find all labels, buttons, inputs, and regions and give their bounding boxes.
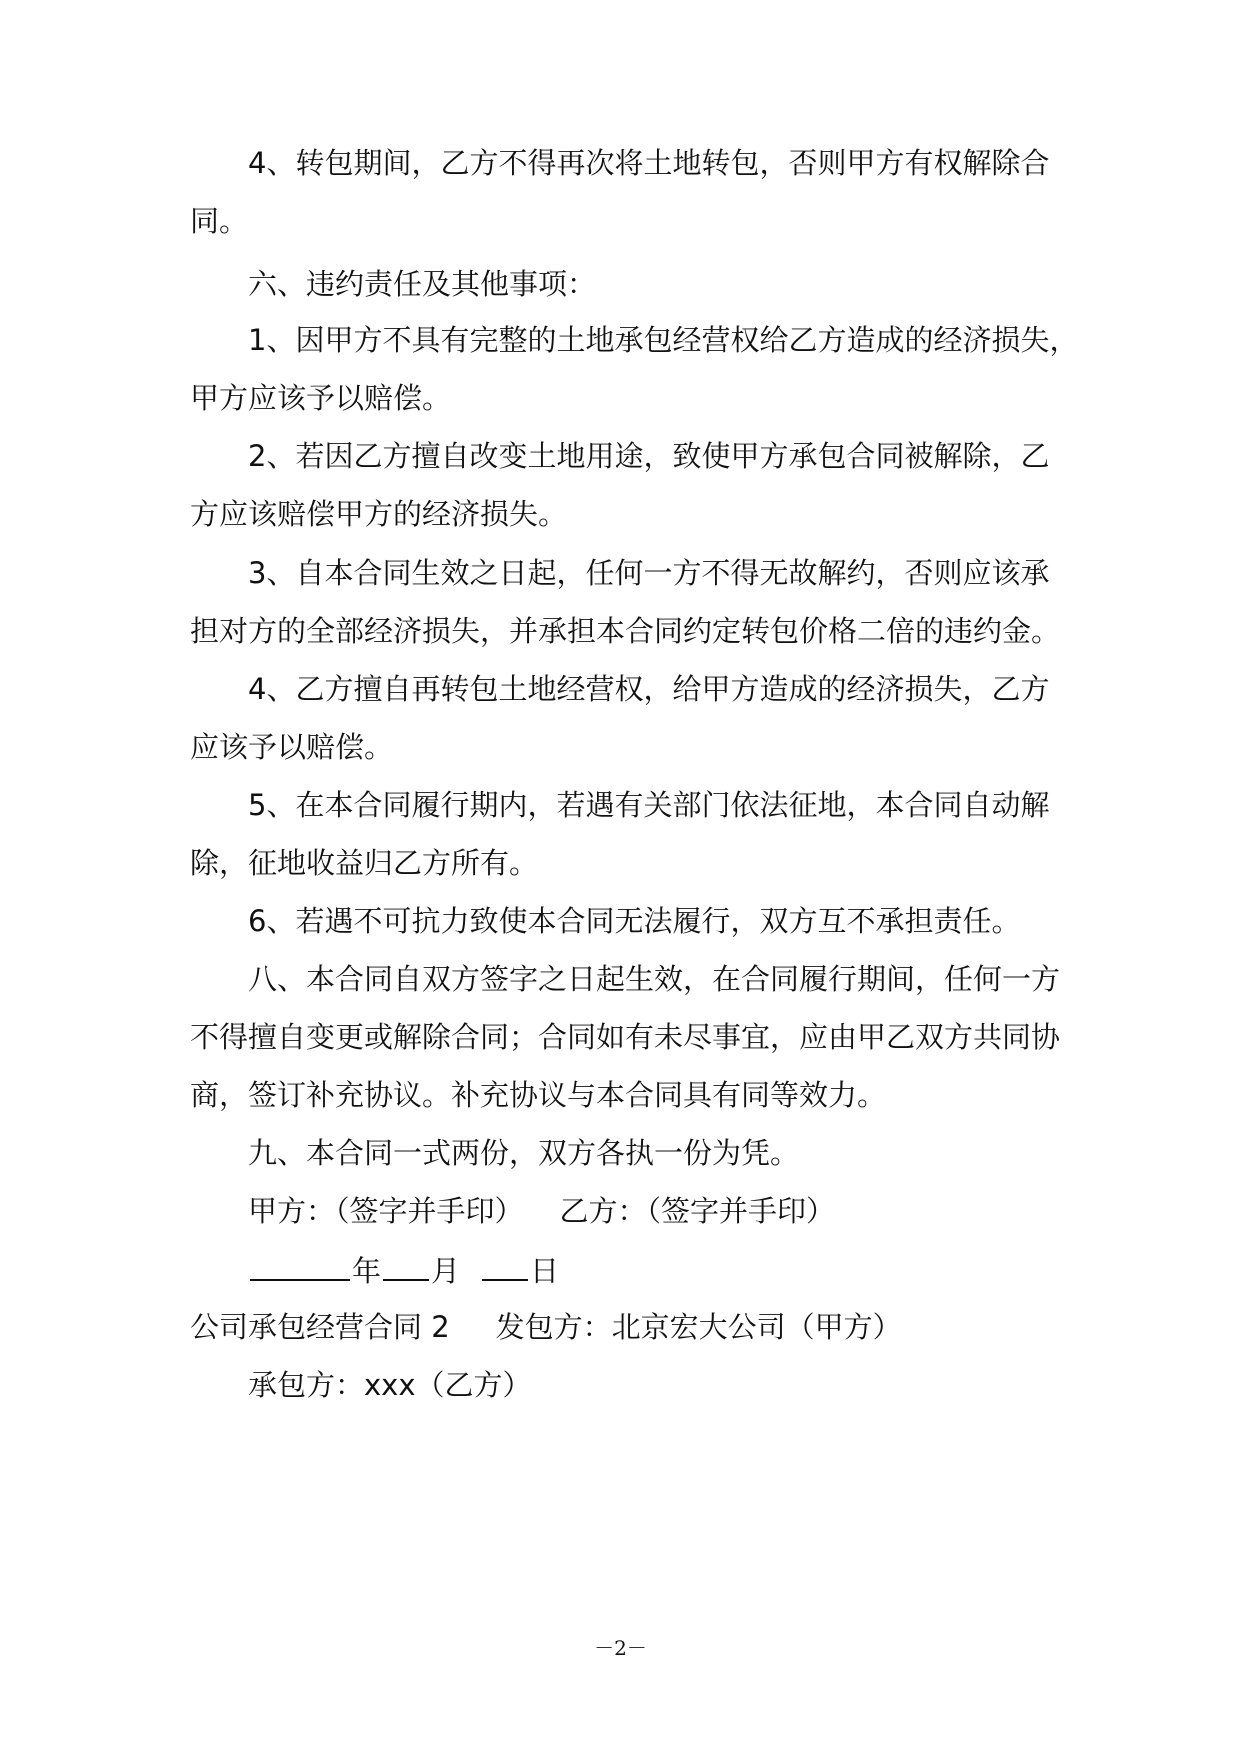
paragraph-line: 6、若遇不可抗力致使本合同无法履行，双方互不承担责任。: [248, 904, 1021, 938]
signature-line: [248, 1191, 835, 1231]
issuer-line: 发包方：北京宏大公司（甲方）: [495, 1310, 902, 1344]
paragraph-line: 4、乙方擅自再转包土地经营权，给甲方造成的经济损失，乙方: [248, 672, 1050, 706]
paragraph-line: 5、在本合同履行期内，若遇有关部门依法征地，本合同自动解: [248, 788, 1050, 822]
paragraph-line: 方应该赔偿甲方的经济损失。: [190, 497, 568, 531]
year-blank: [250, 1249, 350, 1281]
paragraph-line: 除，征地收益归乙方所有。: [190, 846, 539, 880]
page-number: －2－: [594, 1636, 647, 1660]
paragraph-line: 八、本合同自双方签字之日起生效，在合同履行期间，任何一方: [248, 962, 1061, 996]
section-heading: 六、违约责任及其他事项：: [248, 267, 597, 301]
paragraph-line: 3、自本合同生效之日起，任何一方不得无故解约，否则应该承: [248, 556, 1050, 590]
next-contract-title: 公司承包经营合同 2: [190, 1310, 450, 1344]
paragraph-line: 九、本合同一式两份，双方各执一份为凭。: [248, 1136, 800, 1170]
paragraph-line: 应该予以赔偿。: [190, 730, 394, 764]
day-label: 日: [530, 1254, 560, 1288]
party-b-signature-label: 乙方：（签字并手印）: [559, 1194, 836, 1228]
day-blank: [482, 1249, 528, 1281]
paragraph-line: 商，签订补充协议。补充协议与本合同具有同等效力。: [190, 1078, 887, 1112]
contractor-line: 承包方：xxx（乙方）: [248, 1368, 532, 1402]
paragraph-line: 甲方应该予以赔偿。: [190, 381, 452, 415]
date-line: [248, 1249, 559, 1291]
paragraph-line: 不得擅自变更或解除合同；合同如有未尽事宜，应由甲乙双方共同协: [190, 1020, 1061, 1054]
party-a-signature-label: 甲方：（签字并手印）: [248, 1194, 524, 1228]
paragraph-line: 担对方的全部经济损失，并承担本合同约定转包价格二倍的违约金。: [190, 614, 1061, 648]
month-label: 月: [431, 1254, 461, 1288]
year-label: 年: [352, 1254, 382, 1288]
next-contract-heading: [190, 1307, 902, 1347]
paragraph-line: 4、转包期间，乙方不得再次将土地转包，否则甲方有权解除合: [248, 146, 1050, 180]
paragraph-line: 同。: [190, 204, 249, 238]
month-blank: [383, 1249, 429, 1281]
paragraph-line: 2、若因乙方擅自改变土地用途，致使甲方承包合同被解除，乙: [248, 439, 1050, 473]
paragraph-line: 1、因甲方不具有完整的土地承包经营权给乙方造成的经济损失，: [248, 323, 1079, 357]
